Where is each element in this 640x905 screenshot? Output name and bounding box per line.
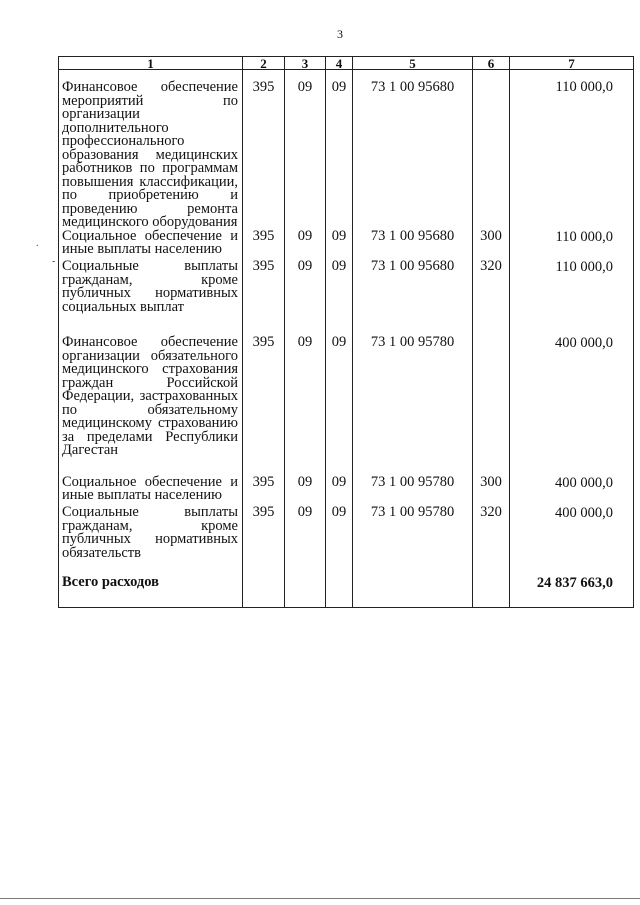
margin-dash: - (52, 256, 56, 267)
total-amount: 24 837 663,0 (510, 576, 634, 607)
row-description: Финансовое обеспечение мероприятий по организации дополнительного профессионального образования медицинских работников по программам повышения классификации, по приобретению и проведению ремонта медицинского оборудования (59, 70, 243, 230)
row-expense-type (473, 70, 510, 230)
row-amount: 110 000,0 (510, 230, 634, 261)
row-target-code: 73 1 00 95780 (353, 336, 473, 476)
row-description: Социальное обеспечение и иные выплаты населению (59, 230, 243, 261)
header-col-6: 6 (473, 57, 510, 70)
row-target-code: 73 1 00 95680 (353, 70, 473, 230)
row-ministry-code: 395 (243, 336, 285, 476)
row-expense-type: 320 (473, 506, 510, 576)
row-section-code: 09 (285, 260, 326, 336)
row-expense-type: 300 (473, 230, 510, 261)
table-row (59, 336, 634, 476)
row-description: Финансовое обеспечение организации обязательного медицинского страхования граждан Российской Федерации, застрахованных по обязательному медицинскому страхованию за пределами Республики Дагестан (59, 336, 243, 476)
row-section-code: 09 (285, 506, 326, 576)
table-row (59, 260, 634, 336)
header-col-4: 4 (326, 57, 353, 70)
row-ministry-code: 395 (243, 260, 285, 336)
header-col-2: 2 (243, 57, 285, 70)
row-description: Социальные выплаты гражданам, кроме публичных нормативных социальных выплат (59, 260, 243, 336)
total-row (59, 576, 634, 607)
total-empty-cell (353, 576, 473, 607)
row-expense-type: 300 (473, 476, 510, 507)
row-subsection-code: 09 (326, 70, 353, 230)
total-empty-cell (326, 576, 353, 607)
row-subsection-code: 09 (326, 230, 353, 261)
row-subsection-code: 09 (326, 336, 353, 476)
total-label: Всего расходов (59, 576, 243, 607)
row-ministry-code: 395 (243, 476, 285, 507)
page-number: 3 (337, 27, 343, 41)
budget-table (58, 56, 634, 608)
header-col-7: 7 (510, 57, 634, 70)
row-ministry-code: 395 (243, 70, 285, 230)
row-subsection-code: 09 (326, 260, 353, 336)
header-col-3: 3 (285, 57, 326, 70)
row-description: Социальное обеспечение и иные выплаты населению (59, 476, 243, 507)
page-edge-line (0, 898, 640, 899)
header-col-1: 1 (59, 57, 243, 70)
header-row (59, 57, 634, 70)
row-amount: 110 000,0 (510, 70, 634, 230)
table-row (59, 70, 634, 230)
row-ministry-code: 395 (243, 506, 285, 576)
header-col-5: 5 (353, 57, 473, 70)
row-subsection-code: 09 (326, 476, 353, 507)
row-subsection-code: 09 (326, 506, 353, 576)
row-target-code: 73 1 00 95680 (353, 260, 473, 336)
budget-table-container (58, 56, 633, 608)
total-empty-cell (473, 576, 510, 607)
row-amount: 110 000,0 (510, 260, 634, 336)
table-row (59, 506, 634, 576)
row-amount: 400 000,0 (510, 506, 634, 576)
row-section-code: 09 (285, 336, 326, 476)
row-target-code: 73 1 00 95680 (353, 230, 473, 261)
row-amount: 400 000,0 (510, 336, 634, 476)
row-expense-type (473, 336, 510, 476)
row-section-code: 09 (285, 70, 326, 230)
row-target-code: 73 1 00 95780 (353, 506, 473, 576)
total-empty-cell (285, 576, 326, 607)
row-ministry-code: 395 (243, 230, 285, 261)
table-row (59, 476, 634, 507)
table-row (59, 230, 634, 261)
row-section-code: 09 (285, 230, 326, 261)
row-target-code: 73 1 00 95780 (353, 476, 473, 507)
total-empty-cell (243, 576, 285, 607)
row-expense-type: 320 (473, 260, 510, 336)
row-section-code: 09 (285, 476, 326, 507)
row-description: Социальные выплаты гражданам, кроме публичных нормативных обязательств (59, 506, 243, 576)
row-amount: 400 000,0 (510, 476, 634, 507)
margin-dot: . (36, 238, 39, 249)
